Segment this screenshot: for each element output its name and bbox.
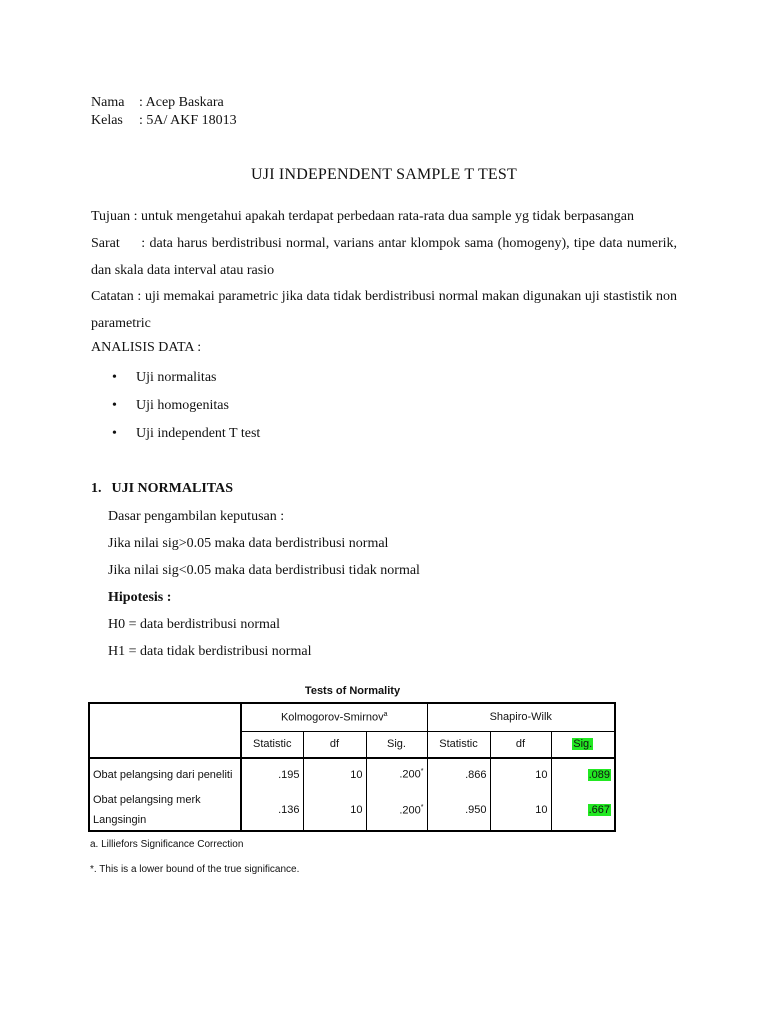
section-title: UJI NORMALITAS xyxy=(111,481,233,496)
ks-df-header: df xyxy=(303,731,366,758)
ks-sig-cell: .200* xyxy=(366,758,427,790)
criteria-line: Jika nilai sig<0.05 maka data berdistribusi tidak normal xyxy=(108,563,420,578)
criteria-line: Jika nilai sig>0.05 maka data berdistribusi normal xyxy=(108,536,389,551)
analisis-heading: ANALISIS DATA : xyxy=(91,340,202,355)
ks-sig-cell: .200* xyxy=(366,790,427,831)
sw-statistic-cell: .866 xyxy=(427,758,490,790)
ks-statistic-cell: .136 xyxy=(241,790,303,831)
footnote-a: a. Lilliefors Significance Correction xyxy=(90,839,244,850)
section-heading xyxy=(91,478,233,500)
table-row xyxy=(89,758,615,790)
ks-statistic-header: Statistic xyxy=(241,731,303,758)
hipotesis-label: Hipotesis : xyxy=(108,590,172,605)
bullet-icon: • xyxy=(112,426,117,441)
sw-df-cell: 10 xyxy=(490,758,551,790)
section-number: 1. xyxy=(91,481,102,496)
row-label: Obat pelangsing merk Langsingin xyxy=(89,790,241,831)
h0-line: H0 = data berdistribusi normal xyxy=(108,617,280,632)
ks-df-cell: 10 xyxy=(303,790,366,831)
list-item xyxy=(112,420,260,448)
catatan-paragraph: Catatan : uji memakai parametric jika data tidak berdistribusi normal makan digunakan uji stastistik non parametric xyxy=(91,289,677,331)
h1-line: H1 = data tidak berdistribusi normal xyxy=(108,644,312,659)
list-item xyxy=(112,364,260,392)
nama-value: : Acep Baskara xyxy=(139,95,224,110)
header-corner-cell xyxy=(89,703,241,758)
kelas-value: : 5A/ AKF 18013 xyxy=(139,113,237,128)
sw-df-header: df xyxy=(490,731,551,758)
list-item-label: Uji homogenitas xyxy=(136,398,229,413)
bullet-icon: • xyxy=(112,370,117,385)
kelas-row xyxy=(91,112,237,130)
ks-statistic-cell: .195 xyxy=(241,758,303,790)
list-item-label: Uji independent T test xyxy=(136,426,261,441)
ks-group-header: Kolmogorov-Smirnov$^a$ xyxy=(241,703,427,731)
footnote-star: *. This is a lower bound of the true significance. xyxy=(90,864,300,875)
criteria-line: Dasar pengambilan keputusan : xyxy=(108,509,285,524)
sw-statistic-header: Statistic xyxy=(427,731,490,758)
sarat-paragraph: Sarat : data harus berdistribusi normal, varians antar klompok sama (homogeny), tipe data numerik, dan skala data interval atau rasio xyxy=(91,236,681,278)
list-item-label: Uji normalitas xyxy=(136,370,217,385)
nama-row xyxy=(91,94,237,112)
tujuan-paragraph: Tujuan : untuk mengetahui apakah terdapat perbedaan rata-rata dua sample yg tidak berpasangan xyxy=(91,209,634,224)
sw-sig-header: Sig. xyxy=(551,731,615,758)
normality-table xyxy=(88,702,616,832)
sw-df-cell: 10 xyxy=(490,790,551,831)
table-title: Tests of Normality xyxy=(304,685,401,697)
sw-sig-cell: .667 xyxy=(551,790,615,831)
row-label: Obat pelangsing dari peneliti xyxy=(89,758,241,790)
criteria-block xyxy=(108,503,420,665)
sw-sig-cell: .089 xyxy=(551,758,615,790)
kelas-label: Kelas xyxy=(91,113,123,128)
identity-block xyxy=(91,94,237,130)
analisis-list xyxy=(112,364,260,448)
bullet-icon: • xyxy=(112,398,117,413)
sw-statistic-cell: .950 xyxy=(427,790,490,831)
ks-sig-header: Sig. xyxy=(366,731,427,758)
nama-label: Nama xyxy=(91,95,125,110)
table-header-row xyxy=(89,703,615,731)
ks-df-cell: 10 xyxy=(303,758,366,790)
table-row xyxy=(89,790,615,831)
list-item xyxy=(112,392,260,420)
sw-group-header: Shapiro-Wilk xyxy=(427,703,615,731)
document-title: UJI INDEPENDENT SAMPLE T TEST xyxy=(251,166,517,183)
